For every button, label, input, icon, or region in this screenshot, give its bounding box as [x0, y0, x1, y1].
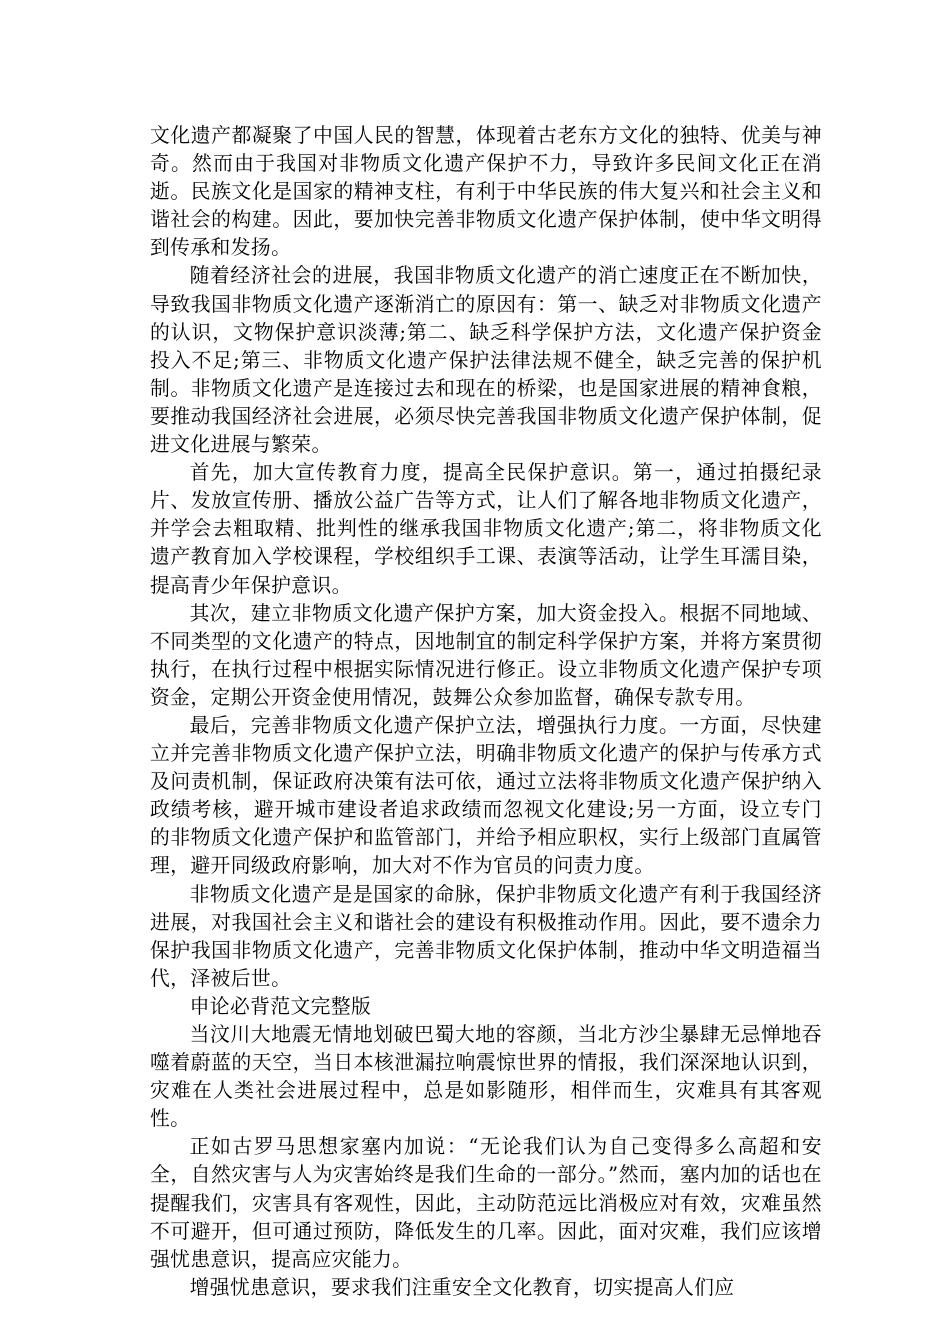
paragraph: 最后，完善非物质文化遗产保护立法，增强执行力度。一方面，尽快建立并完善非物质文化遗产保护立法，明确非物质文化遗产的保护与传承方式及问责机制，保证政府决策有法可依，通过立法将非物质文化遗产保护纳入政绩考核，避开城市建设者追求政绩而忽视文化建设;另一方面，设立专门的非物质文化遗产保护和监管部门，并给予相应职权，实行上级部门直属管理，避开同级政府影响，加大对不作为官员的问责力度。 — [150, 713, 822, 878]
paragraph: 其次，建立非物质文化遗产保护方案，加大资金投入。根据不同地域、不同类型的文化遗产的特点，因地制宜的制定科学保护方案，并将方案贯彻执行，在执行过程中根据实际情况进行修正。设立非物质文化遗产保护专项资金，定期公开资金使用情况，鼓舞公众参加监督，确保专款专用。 — [150, 601, 822, 709]
section-title: 申论必背范文完整版 — [189, 994, 372, 1018]
paragraph: 非物质文化遗产是是国家的命脉，保护非物质文化遗产有利于我国经济进展，对我国社会主义和谐社会的建设有积极推动作用。因此，要不遗余力保护我国非物质文化遗产，完善非物质文化保护体制，推动中华文明造福当代，泽被后世。 — [150, 882, 822, 990]
paragraph: 随着经济社会的进展，我国非物质文化遗产的消亡速度正在不断加快，导致我国非物质文化遗产逐渐消亡的原因有：第一、缺乏对非物质文化遗产的认识，文物保护意识淡薄;第二、缺乏科学保护方法，文化遗产保护资金投入不足;第三、非物质文化遗产保护法律法规不健全，缺乏完善的保护机制。非物质文化遗产是连接过去和现在的桥梁，也是国家进展的精神食粮，要推动我国经济社会进展，必须尽快完善我国非物质文化遗产保护体制，促进文化进展与繁荣。 — [150, 264, 822, 457]
paragraph-truncated: 增强忧患意识，要求我们注重安全文化教育，切实提高人们应 — [189, 1275, 735, 1299]
paragraph: 正如古罗马思想家塞内加说：“无论我们认为自己变得多么高超和安全，自然灾害与人为灾害始终是我们生命的一部分。”然而，塞内加的话也在提醒我们，灾害具有客观性，因此，主动防范远比消极应对有效，灾难虽然不可避开，但可通过预防，降低发生的几率。因此，面对灾难，我们应该增强忧患意识，提高应灾能力。 — [150, 1135, 822, 1271]
paragraph: 首先，加大宣传教育力度，提高全民保护意识。第一，通过拍摄纪录片、发放宣传册、播放公益广告等方式，让人们了解各地非物质文化遗产，并学会去粗取精、批判性的继承我国非物质文化遗产;第二，将非物质文化遗产教育加入学校课程，学校组织手工课、表演等活动，让学生耳濡目染，提高青少年保护意识。 — [150, 461, 822, 597]
document-body — [150, 122, 822, 1302]
paragraph: 当汶川大地震无情地划破巴蜀大地的容颜，当北方沙尘暴肆无忌惮地吞噬着蔚蓝的天空，当日本核泄漏拉响震惊世界的情报，我们深深地认识到，灾难在人类社会进展过程中，总是如影随形，相伴而生，灾难具有其客观性。 — [150, 1023, 822, 1131]
paragraph-continued: 文化遗产都凝聚了中国人民的智慧，体现着古老东方文化的独特、优美与神奇。然而由于我国对非物质文化遗产保护不力，导致许多民间文化正在消逝。民族文化是国家的精神支柱，有利于中华民族的伟大复兴和社会主义和谐社会的构建。因此，要加快完善非物质文化遗产保护体制，使中华文明得到传承和发扬。 — [150, 124, 822, 260]
